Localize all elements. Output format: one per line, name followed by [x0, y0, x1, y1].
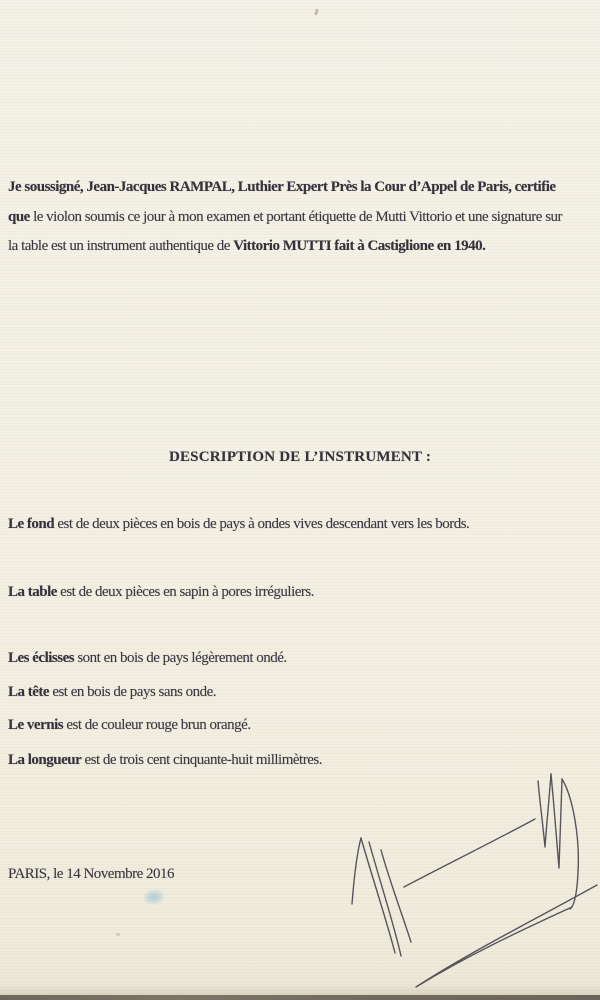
intro-line-2-text: le violon soumis ce jour à mon examen et portant étiquette de Mutti Vittorio et une signature sur	[29, 209, 563, 225]
description-term: Le vernis	[8, 717, 64, 733]
paper-bottom-shadow	[0, 983, 600, 995]
description-text: sont en bois de pays légèrement ondé.	[74, 650, 287, 666]
intro-line-1-text: Je soussigné, Jean-Jacques RAMPAL, Luthier Expert Près la Cour d’Appel de Paris, certifie	[8, 179, 556, 195]
scan-speck-bottom	[116, 933, 120, 936]
description-text: est de couleur rouge brun orangé.	[63, 717, 251, 733]
description-term: La tête	[8, 684, 50, 700]
description-text: est de deux pièces en bois de pays à ondes vives descendant vers les bords.	[54, 516, 470, 532]
scan-bottom-edge	[0, 995, 600, 1000]
description-text: est de trois cent cinquante-huit millimètres.	[81, 752, 322, 768]
intro-line-2-bold: que	[8, 209, 30, 225]
blue-ink-smudge	[142, 888, 166, 907]
intro-line-3-bold: Vittorio MUTTI fait à Castiglione en 1940.	[233, 238, 486, 254]
description-text: est de deux pièces en sapin à pores irréguliers.	[56, 584, 314, 600]
description-term: Les éclisses	[8, 650, 75, 666]
description-term: Le fond	[8, 516, 55, 532]
description-text: est en bois de pays sans onde.	[49, 684, 217, 700]
description-term: La table	[8, 584, 57, 600]
place-date-line: PARIS, le 14 Novembre 2016	[8, 866, 175, 882]
description-term: La longueur	[8, 752, 82, 768]
section-heading: DESCRIPTION DE L’INSTRUMENT :	[168, 449, 432, 465]
intro-line-3-text: la table est un instrument authentique de	[8, 238, 234, 254]
